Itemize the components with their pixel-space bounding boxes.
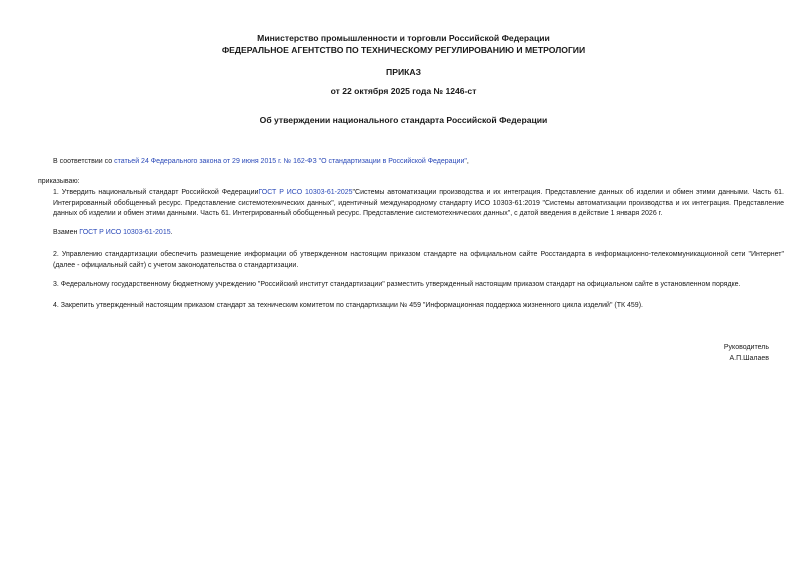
gost-2025-link[interactable]: ГОСТ Р ИСО 10303-61-2025 [258,189,353,196]
order-date-number: от 22 октября 2025 года № 1246-ст [330,86,477,96]
signature-name: А.П.Шалаев [729,355,769,362]
replace-prefix: Взамен [53,229,80,236]
item-2-paragraph: 2. Управлению стандартизации обеспечить размещение информации об утвержденном настоящим приказом стандарте на официальном сайте Росстандарта в информационно-телекоммуникационной сети "Интернет" (далее - официальный сайт) с учетом законодательства о стандартизации. [53,251,784,269]
replace-paragraph [38,228,784,239]
item-1-paragraph [38,188,784,220]
item-3-paragraph: 3. Федеральному государственному бюджетному учреждению "Российский институт стандартизации" разместить утвержденный настоящим приказом стандарт на официальном сайте в установленном порядке. [53,281,741,288]
basis-paragraph [38,157,784,168]
order-subject: Об утверждении национального стандарта Российской Федерации [259,115,548,125]
agency-title: ФЕДЕРАЛЬНОЕ АГЕНТСТВО ПО ТЕХНИЧЕСКОМУ РЕГУЛИРОВАНИЮ И МЕТРОЛОГИИ [221,45,586,55]
replace-suffix: . [170,229,173,236]
gost-2015-link[interactable]: ГОСТ Р ИСО 10303-61-2015 [79,229,171,236]
federal-law-link[interactable]: статьей 24 Федерального закона от 29 июня 2015 г. № 162-ФЗ "О стандартизации в Российской Федерации" [114,158,467,165]
item-1-prefix: 1. Утвердить национальный стандарт Российской Федерации [53,189,259,196]
item-1-suffix: "Системы автоматизации производства и их интеграция. Представление данных об изделии и обмен этими данными. Часть 61. Интегрированный обобщенный ресурс. Представление системотехнических данных", идентичный международному стандарту ИСО 10303-61:2019 "Системы автоматизации производства и их интеграция. Представление данных об изделии и обмен этими данными. Часть 61. Интегрированный обобщенный ресурс. Представление системотехнических данных", с датой введения в действие 1 января 2026 г. [53,189,784,218]
order-word: приказываю: [38,178,80,185]
ministry-title: Министерство промышленности и торговли Российской Федерации [257,33,550,43]
basis-prefix: В соответствии со [53,158,115,165]
signature-title: Руководитель [723,344,769,351]
item-4-paragraph: 4. Закрепить утвержденный настоящим приказом стандарт за техническим комитетом по стандартизации № 459 "Информационная поддержка жизненного цикла изделий" (ТК 459). [53,302,643,309]
order-label: ПРИКАЗ [386,67,421,77]
basis-suffix: , [466,158,469,165]
